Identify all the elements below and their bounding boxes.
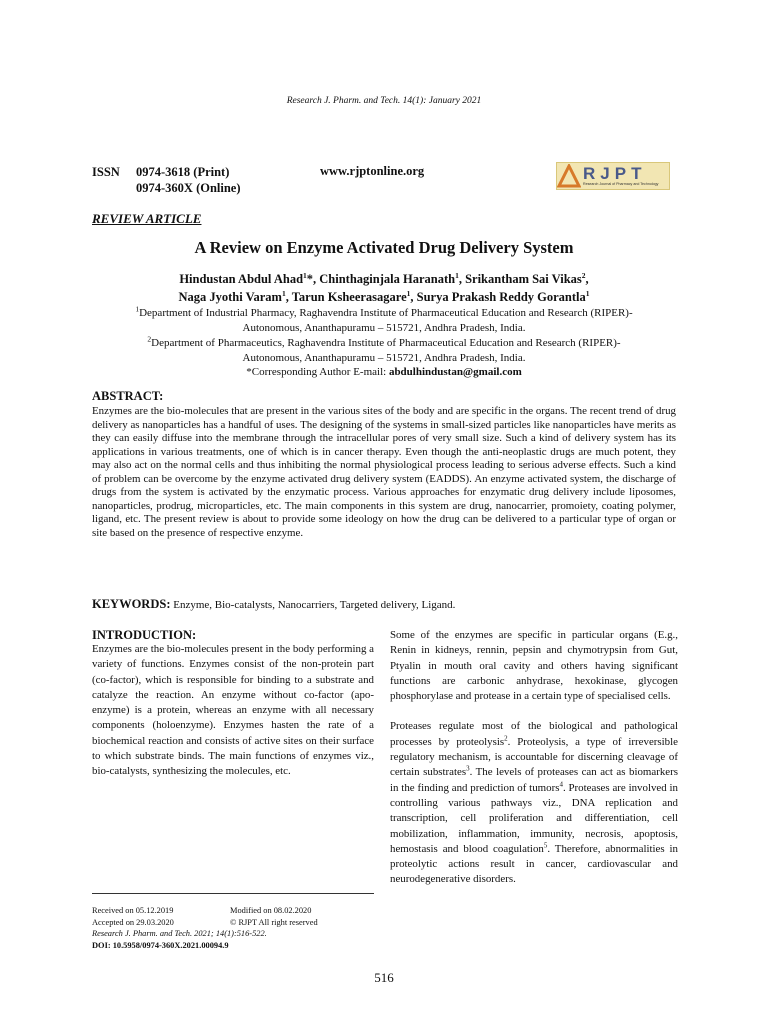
issn-print: 0974-3618 (Print) [136, 165, 230, 179]
citation-sup: 5 [543, 841, 548, 850]
text-run: Proteases regulate most of the biological and pathological processes by proteolysis [390, 720, 678, 748]
abstract-body: Enzymes are the bio-molecules that are present in the various sites of the body and are specific in the organs. The recent trend of drug delivery as nanoparticles has a handful of uses. The designing of the systems in small-sized particles like nanoparticles have merits as they can easily diffuse into the membrane through the intracellular pores of very small size. Such a kind of delivery system has its applications in various treatments, one of which is in cancer therapy. Even though the anti-neoplastic drugs are much potent, they may also act on the normal cells and thus inhibiting the normal physiological process leading to serious adverse effects. Such a kind of problem can be overcome by the enzyme activated drug delivery system (EADDS). An enzyme activated system, the discharge of drugs from the system is activated by the enzymatic process. Various approaches for enzymatic drug delivery include liposomes, nanoparticles, prodrug, microparticles, etc. The main components in this system are drug, nanocarrier, promoiety, coating polymer, ligand, etc. The present review is about to provide some ideology on how the drug can be delivered to a particular type of organ or site based on the presence of respective enzyme. [92, 405, 676, 539]
introduction-heading: INTRODUCTION: [92, 628, 197, 642]
issn-online: 0974-360X (Online) [136, 181, 241, 195]
author-line-2 [0, 288, 768, 306]
footnote-divider [92, 893, 374, 894]
journal-website[interactable]: www.rjptonline.org [320, 164, 425, 178]
author-sep: *, [306, 272, 320, 286]
author-name: Surya Prakash Reddy Gorantla [416, 290, 586, 304]
author-name: Srikantham Sai Vikas [465, 272, 582, 286]
affiliation-text: Department of Pharmaceutics, Raghavendra Institute of Pharmaceutical Education and Research (RIPER)- [151, 337, 621, 349]
citation-sup: 2 [504, 734, 508, 743]
author-affil-sup: 2 [581, 270, 586, 280]
author-line-1 [0, 270, 768, 288]
affiliation-1-line-2: Autonomous, Ananthapuramu – 515721, Andhra Pradesh, India. [242, 322, 526, 334]
right-paragraph-1: Some of the enzymes are specific in particular organs (E.g., Renin in kidneys, rennin, pepsin and chymotrypsin from Gut, Ptyalin in mouth oral cavity and others having significant functions are carbonic anhydrase, hexokinase, glycogen phosphorylase and protease in a certain type of specialised cells. [390, 629, 678, 703]
doi[interactable]: DOI: 10.5958/0974-360X.2021.00094.9 [92, 940, 229, 950]
received-date: Received on 05.12.2019 [92, 906, 174, 915]
issn-block [92, 164, 241, 196]
text-run: . Proteolysis, a type of irreversible regulatory mechanism, is accountable for discerning cleavage of certain substrates [390, 735, 678, 779]
text-run: . Proteases are involved in controlling various pathways viz., DNA replication and transcription, cell proliferation and differentiation, cell mobilization, inflammation, immunity, necrosis, apoptosis, hemostasis and blood coagulation [390, 781, 678, 855]
rjpt-logo [556, 162, 670, 190]
introduction-right-column [390, 628, 678, 888]
author-name: Naga Jyothi Varam [178, 290, 282, 304]
affiliation-text: Department of Industrial Pharmacy, Raghavendra Institute of Pharmaceutical Education and Research (RIPER)- [139, 307, 633, 319]
author-name: Chinthaginjala Haranath [319, 272, 456, 286]
author-list [0, 270, 768, 306]
affiliation-sup: 1 [135, 304, 140, 314]
running-head: Research J. Pharm. and Tech. 14(1): January 2021 [286, 96, 482, 106]
affiliation-2-line-2: Autonomous, Ananthapuramu – 515721, Andhra Pradesh, India. [242, 352, 526, 364]
citation: Research J. Pharm. and Tech. 2021; 14(1):516-522. [92, 929, 267, 938]
author-name: Tarun Ksheerasagare [291, 290, 407, 304]
author-name: Hindustan Abdul Ahad [179, 272, 304, 286]
author-affil-sup: 1 [303, 270, 307, 280]
abstract-heading: ABSTRACT: [92, 389, 164, 403]
introduction-left-paragraph: Enzymes are the bio-molecules present in the body performing a variety of functions. Enzymes consist of the non-protein part (co-factor), which is responsible for binding to a substrate and catalyze the reaction. An enzyme without co-factor (apo-enzyme) is a protein, whereas an enzyme with all necessary components (holoenzyme). Enzymes hasten the rate of a biochemical reaction and consists of active sites on their surface to which substrate binds. The main functions of enzymes viz., bio-catalysts, synthesizing the molecules, etc. [92, 643, 374, 778]
author-sep: , [285, 290, 292, 304]
accepted-date: Accepted on 29.03.2020 [92, 917, 174, 927]
citation-sup: 4 [559, 780, 563, 789]
triangle-logo-icon [557, 164, 581, 188]
author-affil-sup: 1 [406, 288, 411, 298]
text-run: . Therefore, abnormalities in proteolytic actions result in cancer, cardiovascular and neurodegenerative disorders. [390, 842, 678, 886]
corresponding-author [0, 366, 768, 378]
issn-label: ISSN [92, 165, 120, 179]
affiliations [0, 306, 768, 366]
article-footnote [92, 905, 374, 951]
author-sep: , [410, 290, 417, 304]
author-sep: , [458, 272, 466, 286]
author-affil-sup: 1 [281, 288, 286, 298]
affiliation-2-line-1 [0, 336, 768, 351]
affiliation-sup: 2 [147, 334, 152, 344]
article-title: A Review on Enzyme Activated Drug Delivery System [194, 238, 574, 257]
rights-notice: © RJPT All right reserved [230, 917, 318, 927]
right-paragraph-2 [390, 719, 678, 887]
article-type-label: REVIEW ARTICLE [92, 211, 202, 226]
modified-date: Modified on 08.02.2020 [230, 906, 312, 915]
logo-tagline: Research Journal of Pharmacy and Technology [583, 182, 659, 186]
citation-sup: 3 [466, 764, 470, 773]
keywords-label: KEYWORDS: [92, 597, 171, 611]
keywords [92, 597, 455, 612]
keywords-text: Enzyme, Bio-catalysts, Nanocarriers, Targeted delivery, Ligand. [170, 599, 456, 611]
affiliation-1-line-1 [0, 306, 768, 321]
corresponding-label: *Corresponding Author E-mail: [246, 366, 389, 378]
page-number: 516 [374, 970, 394, 985]
author-affil-sup: 1 [455, 270, 459, 280]
logo-letters: RJPT [583, 164, 647, 183]
author-affil-sup: 1 [585, 288, 590, 298]
corresponding-email[interactable]: abdulhindustan@gmail.com [388, 366, 522, 378]
author-sep: , [585, 272, 589, 286]
text-run: . The levels of proteases can act as biomarkers in the finding and prediction of tumors [390, 766, 678, 794]
